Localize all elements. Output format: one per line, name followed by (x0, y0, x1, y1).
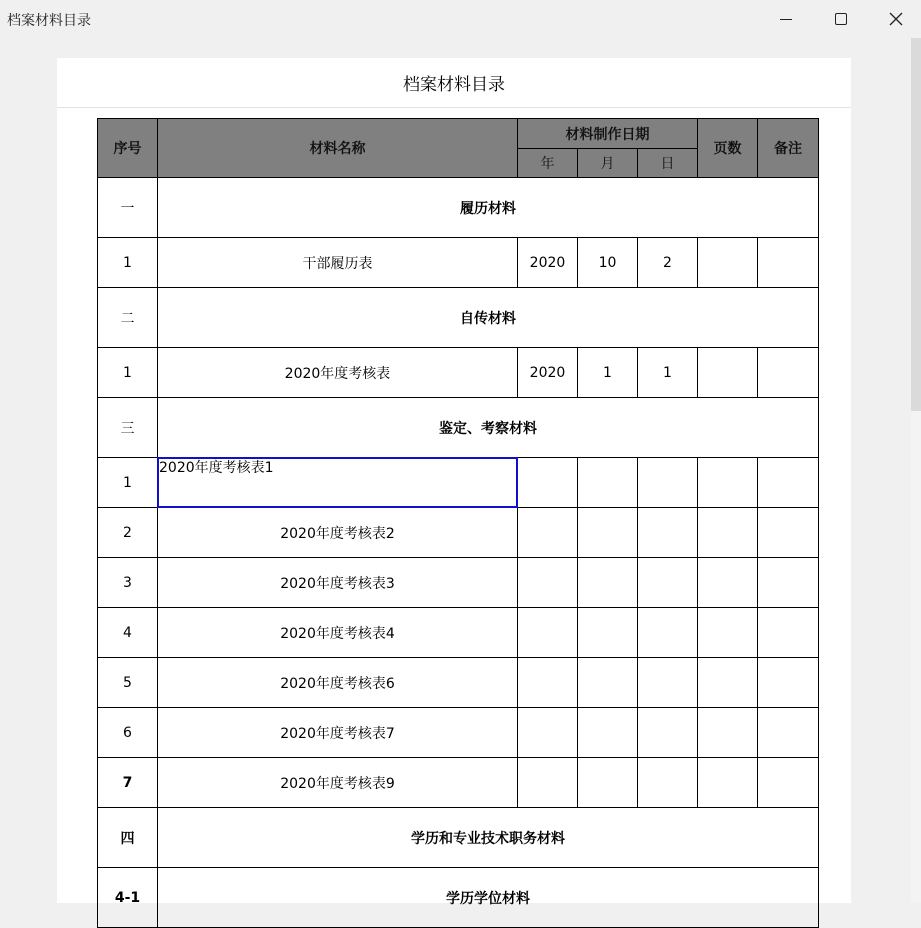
maximize-icon (835, 13, 847, 25)
section-title-cell[interactable]: 自传材料 (158, 288, 819, 348)
seq-cell[interactable]: 二 (98, 288, 158, 348)
scrollbar-thumb[interactable] (911, 38, 921, 411)
notes-cell[interactable] (758, 508, 819, 558)
document-page (57, 58, 851, 907)
seq-cell[interactable]: 三 (98, 398, 158, 458)
name-cell-editing[interactable] (158, 458, 518, 508)
table-row (98, 658, 819, 708)
year-cell[interactable] (518, 558, 578, 608)
section-title-cell[interactable]: 学历学位材料 (158, 868, 819, 928)
day-cell[interactable] (638, 758, 698, 808)
name-cell[interactable]: 2020年度考核表 (158, 348, 518, 398)
table-row (98, 458, 819, 508)
table-row (98, 758, 819, 808)
maximize-button[interactable] (818, 0, 864, 38)
seq-cell[interactable]: 一 (98, 178, 158, 238)
month-cell[interactable]: 1 (578, 348, 638, 398)
section-row (98, 398, 819, 458)
day-cell[interactable] (638, 608, 698, 658)
name-cell[interactable]: 2020年度考核表2 (158, 508, 518, 558)
notes-cell[interactable] (758, 658, 819, 708)
year-cell[interactable] (518, 708, 578, 758)
month-cell[interactable] (578, 508, 638, 558)
pages-cell[interactable] (698, 348, 758, 398)
pages-cell[interactable] (698, 708, 758, 758)
day-cell[interactable] (638, 558, 698, 608)
table-row (98, 558, 819, 608)
table-row (98, 238, 819, 288)
section-row (98, 868, 819, 928)
name-cell[interactable]: 2020年度考核表3 (158, 558, 518, 608)
pages-cell[interactable] (698, 558, 758, 608)
pages-cell[interactable] (698, 458, 758, 508)
pages-cell[interactable] (698, 608, 758, 658)
table-row (98, 348, 819, 398)
name-cell[interactable]: 2020年度考核表6 (158, 658, 518, 708)
seq-cell[interactable]: 3 (98, 558, 158, 608)
seq-cell[interactable]: 4 (98, 608, 158, 658)
header-seq: 序号 (98, 119, 158, 178)
year-cell[interactable]: 2020 (518, 238, 578, 288)
seq-cell[interactable]: 1 (98, 458, 158, 508)
day-cell[interactable] (638, 508, 698, 558)
header-name: 材料名称 (158, 119, 518, 178)
pages-cell[interactable] (698, 508, 758, 558)
month-cell[interactable] (578, 458, 638, 508)
catalog-table (97, 118, 819, 928)
name-cell[interactable]: 2020年度考核表7 (158, 708, 518, 758)
table-row (98, 608, 819, 658)
section-title-cell[interactable]: 鉴定、考察材料 (158, 398, 819, 458)
seq-cell[interactable]: 6 (98, 708, 158, 758)
month-cell[interactable] (578, 658, 638, 708)
header-notes: 备注 (758, 119, 819, 178)
section-row (98, 808, 819, 868)
year-cell[interactable] (518, 458, 578, 508)
header-month: 月 (578, 149, 638, 178)
notes-cell[interactable] (758, 608, 819, 658)
notes-cell[interactable] (758, 238, 819, 288)
month-cell[interactable] (578, 708, 638, 758)
year-cell[interactable] (518, 758, 578, 808)
seq-cell[interactable]: 1 (98, 238, 158, 288)
notes-cell[interactable] (758, 458, 819, 508)
seq-cell[interactable]: 5 (98, 658, 158, 708)
day-cell[interactable]: 1 (638, 348, 698, 398)
year-cell[interactable]: 2020 (518, 348, 578, 398)
pages-cell[interactable] (698, 658, 758, 708)
seq-cell[interactable]: 1 (98, 348, 158, 398)
month-cell[interactable]: 10 (578, 238, 638, 288)
month-cell[interactable] (578, 608, 638, 658)
seq-cell[interactable]: 2 (98, 508, 158, 558)
day-cell[interactable] (638, 708, 698, 758)
name-cell[interactable]: 2020年度考核表4 (158, 608, 518, 658)
month-cell[interactable] (578, 758, 638, 808)
document-title: 档案材料目录 (57, 58, 851, 108)
section-row (98, 288, 819, 348)
name-cell[interactable]: 2020年度考核表9 (158, 758, 518, 808)
section-title-cell[interactable]: 履历材料 (158, 178, 819, 238)
header-day: 日 (638, 149, 698, 178)
window-title: 档案材料目录 (7, 13, 91, 29)
month-cell[interactable] (578, 558, 638, 608)
header-pages: 页数 (698, 119, 758, 178)
notes-cell[interactable] (758, 558, 819, 608)
name-cell[interactable]: 干部履历表 (158, 238, 518, 288)
cell-editor-input[interactable]: 2020年度考核表1 (157, 457, 518, 508)
day-cell[interactable]: 2 (638, 238, 698, 288)
table-row (98, 508, 819, 558)
vertical-scrollbar[interactable] (911, 38, 921, 903)
day-cell[interactable] (638, 658, 698, 708)
header-year: 年 (518, 149, 578, 178)
year-cell[interactable] (518, 508, 578, 558)
close-icon (889, 12, 903, 26)
notes-cell[interactable] (758, 708, 819, 758)
window-titlebar (0, 0, 921, 38)
table-row (98, 708, 819, 758)
year-cell[interactable] (518, 658, 578, 708)
pages-cell[interactable] (698, 758, 758, 808)
seq-cell[interactable]: 4-1 (98, 868, 158, 928)
seq-cell[interactable]: 四 (98, 808, 158, 868)
day-cell[interactable] (638, 458, 698, 508)
seq-cell[interactable]: 7 (98, 758, 158, 808)
section-row (98, 178, 819, 238)
minimize-icon (780, 19, 792, 20)
notes-cell[interactable] (758, 348, 819, 398)
minimize-button[interactable] (763, 0, 809, 38)
pages-cell[interactable] (698, 238, 758, 288)
year-cell[interactable] (518, 608, 578, 658)
notes-cell[interactable] (758, 758, 819, 808)
header-date-group: 材料制作日期 (518, 119, 698, 149)
close-button[interactable] (873, 0, 919, 38)
section-title-cell[interactable]: 学历和专业技术职务材料 (158, 808, 819, 868)
